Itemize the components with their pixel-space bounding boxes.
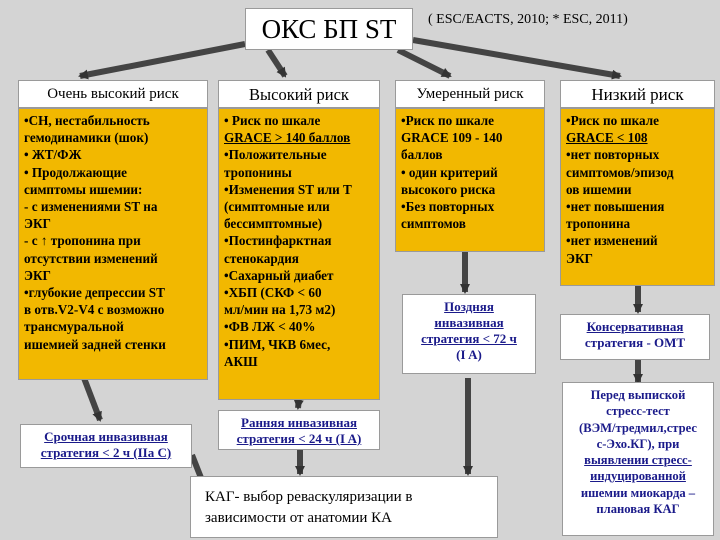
criteria-line: •Положительные xyxy=(224,147,327,163)
criteria-line: тропонины xyxy=(224,164,292,180)
criteria-line: •ХБП (СКФ < 60 xyxy=(224,285,322,301)
criteria-line: •нет повторных xyxy=(566,147,660,163)
strategy-line: стратегия - ОМТ xyxy=(584,335,686,350)
criteria-line: отсутствии изменений xyxy=(24,250,158,266)
criteria-line: • Риск по шкале xyxy=(224,113,321,128)
criteria-line: симптомы ишемии: xyxy=(24,181,143,197)
kag-line: КАГ- выбор реваскуляризации в xyxy=(205,489,413,505)
very-high-risk-criteria xyxy=(18,108,208,380)
criteria-line: ЭКГ xyxy=(24,216,51,232)
strategy-line: Срочная инвазивная xyxy=(44,429,168,444)
criteria-line: мл/мин на 1,73 м2) xyxy=(224,302,336,318)
source-reference: ( ESC/EACTS, 2010; * ESC, 2011) xyxy=(428,12,628,27)
criteria-line: GRACE < 108 xyxy=(566,130,648,146)
strategy-line: стратегия < 72 ч xyxy=(421,331,517,346)
strategy-line: Ранняя инвазивная xyxy=(241,415,357,430)
criteria-line: • Продолжающие xyxy=(24,164,128,180)
criteria-line: •Риск по шкале xyxy=(566,113,660,128)
arrow-to-moderate xyxy=(398,50,450,76)
low-risk-criteria xyxy=(560,108,715,286)
criteria-line: • ЖТ/ФЖ xyxy=(24,147,82,163)
criteria-line: ов ишемии xyxy=(566,181,632,197)
criteria-line: •нет изменений xyxy=(566,233,658,249)
criteria-line: •СН, нестабильность xyxy=(24,113,150,128)
discharge-line: (ВЭМ/тредмил,стрес xyxy=(579,420,697,435)
strategy-line: (I A) xyxy=(456,347,482,362)
criteria-line: •нет повышения xyxy=(566,199,665,215)
pre-discharge-stress-test xyxy=(562,382,714,536)
criteria-line: •Постинфарктная xyxy=(224,233,332,249)
criteria-line: ЭКГ xyxy=(566,250,593,266)
criteria-line: •ФВ ЛЖ < 40% xyxy=(224,319,316,335)
criteria-line: •Сахарный диабет xyxy=(224,267,334,283)
criteria-line: симптомов xyxy=(401,216,466,232)
arrow-to-high xyxy=(268,50,285,76)
criteria-line: в отв.V2-V4 с возможно xyxy=(24,302,165,318)
criteria-line: гемодинамики (шок) xyxy=(24,130,149,146)
criteria-line: - с изменениями ST на xyxy=(24,199,158,215)
late-invasive-strategy xyxy=(402,294,536,374)
criteria-line: ишемией задней стенки xyxy=(24,336,166,352)
diagram-title: ОКС БП ST xyxy=(245,8,413,50)
criteria-line: симптомов/эпизод xyxy=(566,164,674,180)
criteria-line: GRACE 109 - 140 xyxy=(401,130,503,146)
kag-revascularization-box xyxy=(190,476,498,538)
discharge-line: стресс-тест xyxy=(606,404,670,419)
header-moderate-risk: Умеренный риск xyxy=(395,80,545,108)
discharge-line: выявлении стресс- xyxy=(584,453,692,468)
discharge-line: ишемии миокарда – xyxy=(580,485,696,500)
criteria-line: - с ↑ тропонина при xyxy=(24,233,141,249)
criteria-line: высокого риска xyxy=(401,181,496,197)
criteria-line: •Без повторных xyxy=(401,199,495,215)
high-risk-criteria xyxy=(218,108,380,400)
criteria-line: стенокардия xyxy=(224,250,299,266)
criteria-line: (симптомные или xyxy=(224,199,330,215)
criteria-line: тропонина xyxy=(566,216,631,232)
criteria-line: трансмуральной xyxy=(24,319,124,335)
arrow-to-urgent xyxy=(84,378,100,420)
criteria-line: ЭКГ xyxy=(24,267,51,283)
criteria-line: АКШ xyxy=(224,353,258,369)
criteria-line: •ПИМ, ЧКВ 6мес, xyxy=(224,336,331,352)
early-invasive-strategy xyxy=(218,410,380,450)
arrow-to-very-high xyxy=(80,44,245,76)
header-low-risk: Низкий риск xyxy=(560,80,715,108)
kag-line: зависимости от анатомии КА xyxy=(205,510,393,526)
conservative-strategy xyxy=(560,314,710,360)
criteria-line: GRACE > 140 баллов xyxy=(224,130,351,146)
criteria-line: баллов xyxy=(401,147,443,163)
discharge-line: индуцированной xyxy=(590,469,686,484)
criteria-line: •Изменения ST или T xyxy=(224,181,352,197)
criteria-line: •глубокие депрессии ST xyxy=(24,285,165,301)
header-very-high-risk: Очень высокий риск xyxy=(18,80,208,108)
strategy-line: инвазивная xyxy=(434,315,504,330)
strategy-line: стратегия < 2 ч (IIa C) xyxy=(40,445,172,460)
moderate-risk-criteria xyxy=(395,108,545,252)
strategy-line: стратегия < 24 ч (I A) xyxy=(236,431,362,446)
strategy-line: Консервативная xyxy=(586,319,684,334)
urgent-invasive-strategy xyxy=(20,424,192,468)
criteria-line: бессимптомные) xyxy=(224,216,323,232)
criteria-line: •Риск по шкале xyxy=(401,113,495,128)
discharge-line: с-Эхо.КГ), при xyxy=(596,436,680,451)
discharge-line: Перед выпиской xyxy=(590,388,686,402)
strategy-line: Поздняя xyxy=(444,299,494,314)
header-high-risk: Высокий риск xyxy=(218,80,380,108)
discharge-line: плановая КАГ xyxy=(596,502,680,517)
criteria-line: • один критерий xyxy=(401,164,498,180)
